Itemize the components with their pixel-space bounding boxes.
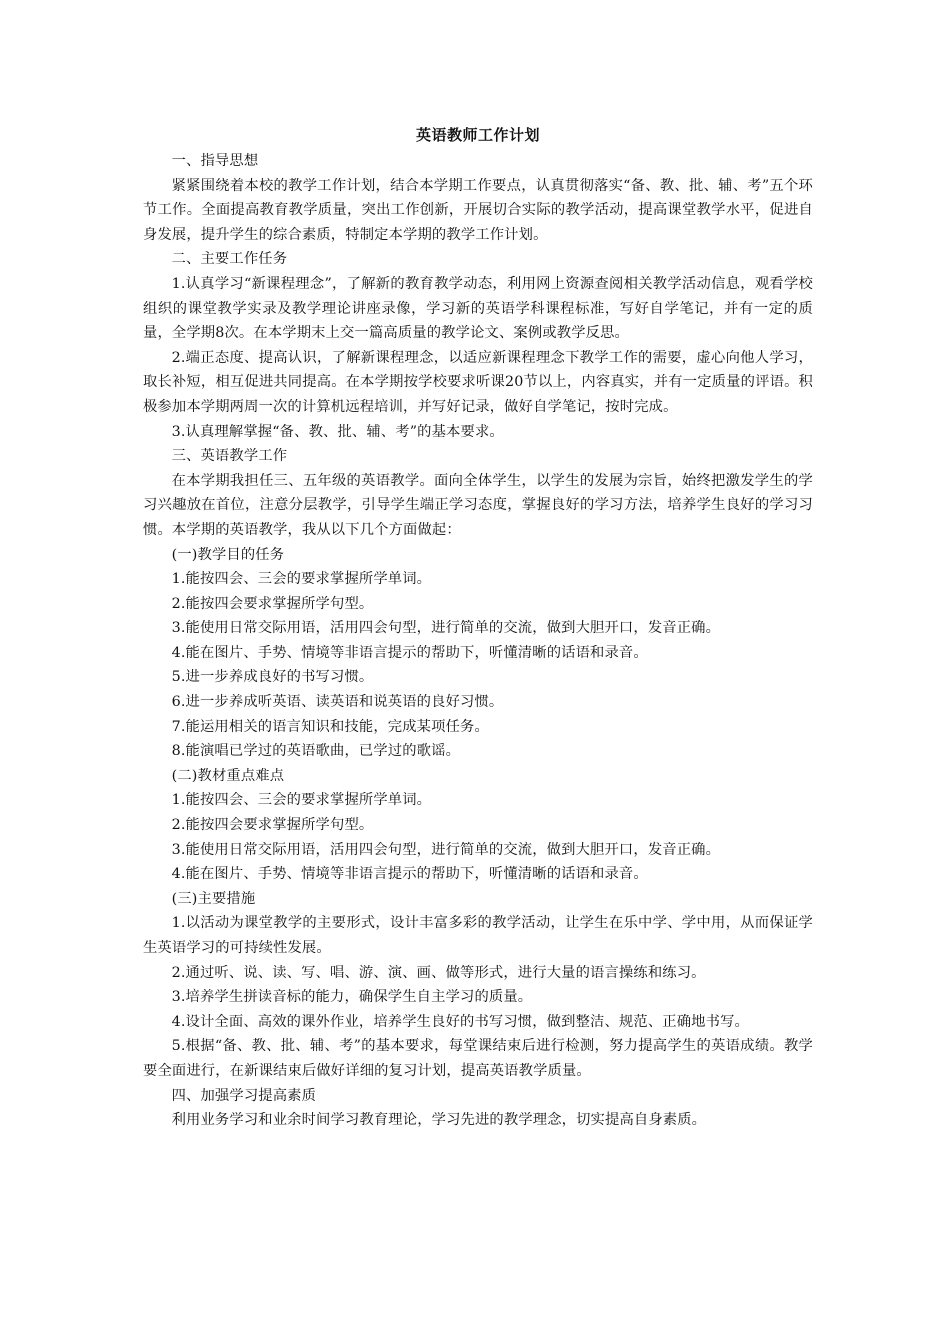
list-item: 5.根据“备、教、批、辅、考”的基本要求，每堂课结束后进行检测，努力提高学生的英语成绩。教学要全面进行，在新课结束后做好详细的复习计划，提高英语教学质量。: [143, 1038, 813, 1079]
list-item: 4.能在图片、手势、情境等非语言提示的帮助下，听懂清晰的话语和录音。: [171, 866, 648, 883]
list-item: 5.进一步养成良好的书写习惯。: [171, 669, 374, 686]
subsection-heading-measures: (三)主要措施: [171, 890, 256, 907]
subsection-heading-objectives: (一)教学目的任务: [171, 546, 285, 563]
list-item: 1.能按四会、三会的要求掌握所学单词。: [171, 571, 432, 588]
list-item: 2.能按四会要求掌握所学句型。: [171, 817, 374, 834]
list-item: 6.进一步养成听英语、读英语和说英语的良好习惯。: [171, 694, 504, 711]
list-item: 2.端正态度、提高认识，了解新课程理念，以适应新课程理念下教学工作的需要，虚心向他人学习，取长补短，相互促进共同提高。在本学期按学校要求听课20节以上，内容真实，并有一定质量的评语。积极参加本学期两周一次的计算机远程培训，并写好记录，做好自学笔记，按时完成。: [143, 349, 813, 415]
list-item: 4.设计全面、高效的课外作业，培养学生良好的书写习惯，做到整洁、规范、正确地书写。: [171, 1013, 749, 1030]
list-item: 1.以活动为课堂教学的主要形式，设计丰富多彩的教学活动，让学生在乐中学、学中用，从而保证学生英语学习的可持续性发展。: [143, 915, 813, 956]
list-item: 4.能在图片、手势、情境等非语言提示的帮助下，听懂清晰的话语和录音。: [171, 644, 648, 661]
list-item: 1.认真学习“新课程理念”，了解新的教育教学动态，利用网上资源查阅相关教学活动信息，观看学校组织的课堂教学实录及教学理论讲座录像，学习新的英语学科课程标准，写好自学笔记，并有一定的质量，全学期8次。在本学期末上交一篇高质量的教学论文、案例或教学反思。: [143, 275, 813, 342]
list-item: 7.能运用相关的语言知识和技能，完成某项任务。: [171, 718, 489, 735]
section-heading-guiding-thought: 一、指导思想: [171, 153, 259, 169]
list-item: 3.能使用日常交际用语，活用四会句型，进行简单的交流，做到大胆开口，发音正确。: [171, 620, 721, 637]
section-heading-study: 四、加强学习提高素质: [171, 1087, 317, 1104]
paragraph: 在本学期我担任三、五年级的英语教学。面向全体学生，以学生的发展为宗旨，始终把激发学生的学习兴趣放在首位，注意分层教学，引导学生端正学习态度，掌握良好的学习方法，培养学生良好的学习习惯。本学期的英语教学，我从以下几个方面做起：: [143, 472, 813, 538]
list-item: 3.认真理解掌握“备、教、批、辅、考”的基本要求。: [171, 423, 504, 440]
section-heading-teaching-work: 三、英语教学工作: [171, 448, 288, 465]
list-item: 1.能按四会、三会的要求掌握所学单词。: [171, 792, 432, 809]
list-item: 3.培养学生拼读音标的能力，确保学生自主学习的质量。: [171, 989, 533, 1006]
document-body: [143, 124, 813, 1133]
list-item: 2.通过听、说、读、写、唱、游、演、画、做等形式，进行大量的语言操练和练习。: [171, 964, 706, 981]
subsection-heading-key-points: (二)教材重点难点: [171, 767, 285, 784]
document-title: 英语教师工作计划: [415, 126, 540, 144]
list-item: 2.能按四会要求掌握所学句型。: [171, 595, 374, 612]
list-item: 8.能演唱已学过的英语歌曲，已学过的歌谣。: [171, 743, 461, 760]
section-heading-main-tasks: 二、主要工作任务: [171, 251, 288, 268]
paragraph: 利用业务学习和业余时间学习教育理论，学习先进的教学理念，切实提高自身素质。: [171, 1112, 707, 1129]
list-item: 3.能使用日常交际用语，活用四会句型，进行简单的交流，做到大胆开口，发音正确。: [171, 841, 721, 858]
paragraph: 紧紧围绕着本校的教学工作计划，结合本学期工作要点，认真贯彻落实“备、教、批、辅、考”五个环节工作。全面提高教育教学质量，突出工作创新，开展切合实际的教学活动，提高课堂教学水平，促进自身发展，提升学生的综合素质，特制定本学期的教学工作计划。: [143, 177, 813, 243]
